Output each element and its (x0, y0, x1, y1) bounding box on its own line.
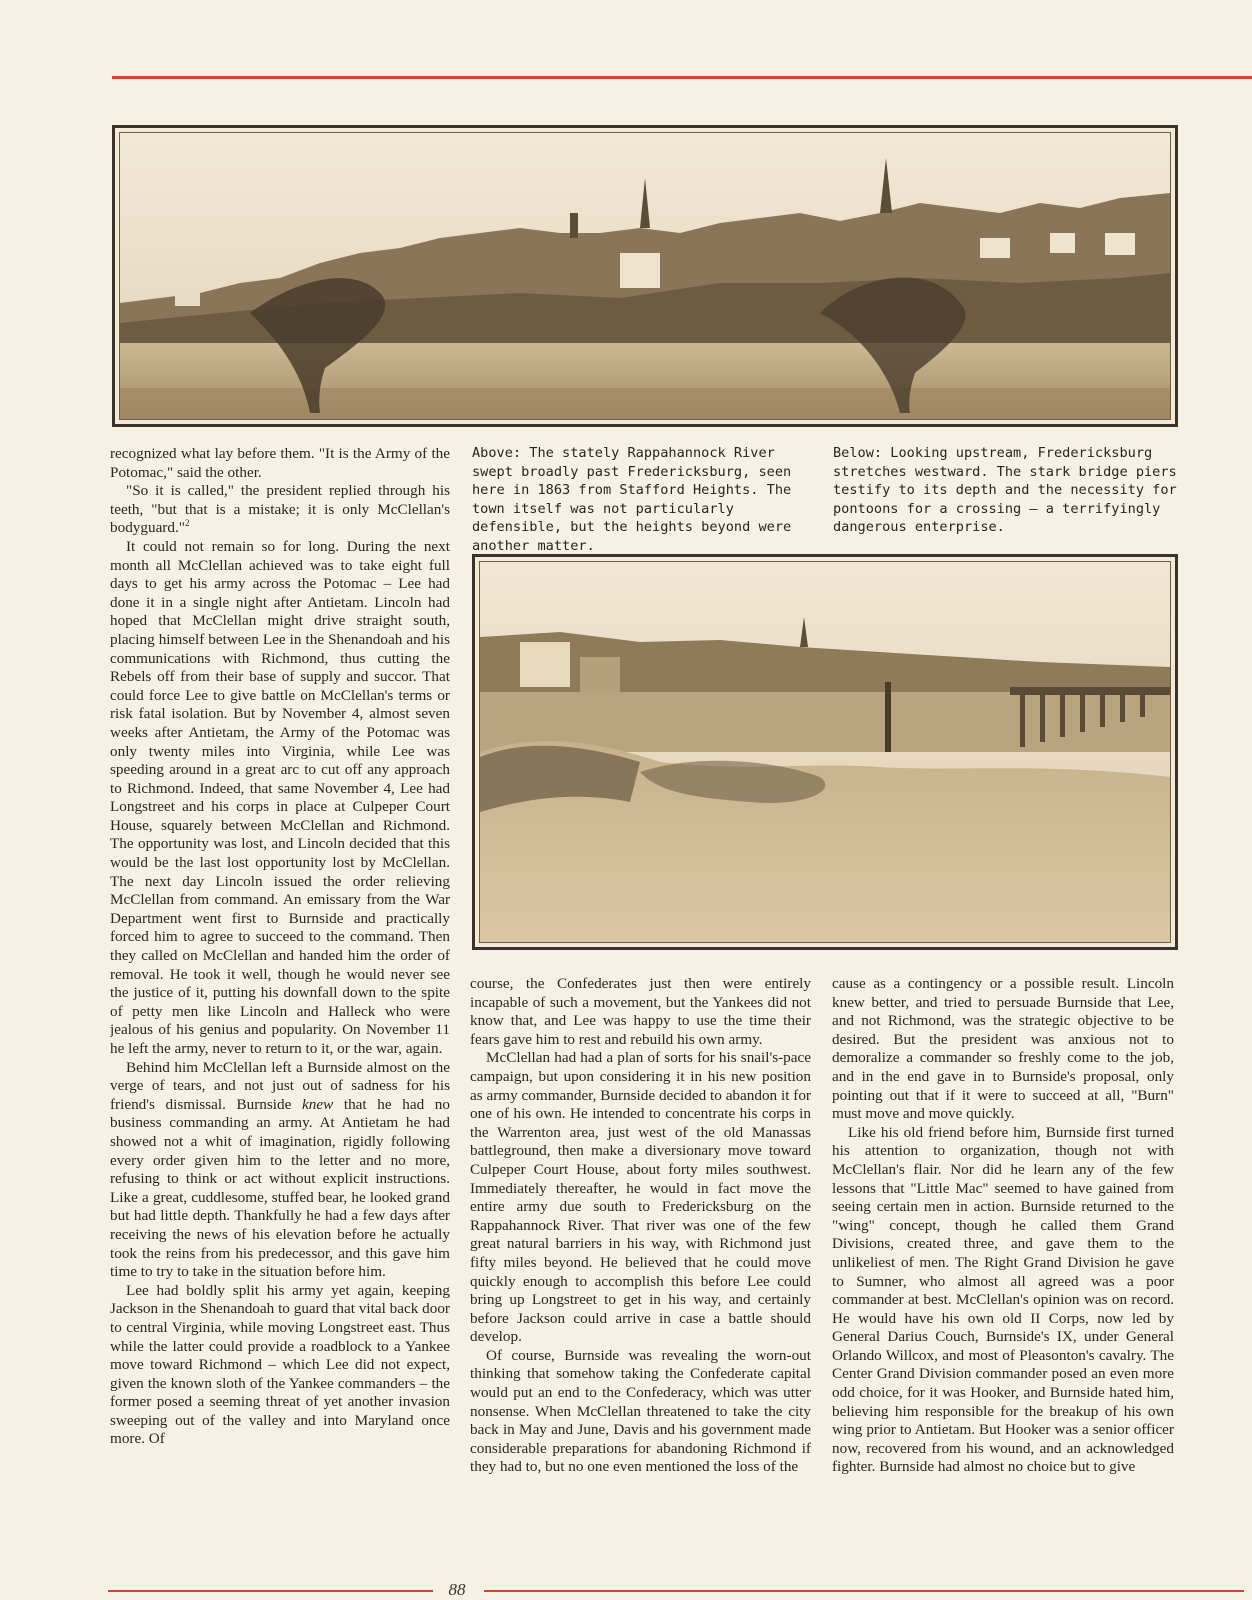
bottom-rule-right (484, 1590, 1244, 1592)
page-number: 88 (448, 1580, 466, 1599)
paragraph: McClellan had had a plan of sorts for his snail's-pace campaign, but upon considering it in his new position as army commander, Burnside decided to abandon it for one of his own. He intended to concentrate his corps in the Warrenton area, just west of the old Manassas battleground, then make a diversionary move toward Culpeper Court House, about forty miles southwest. Immediately thereafter, he would in fact move the entire army due south to Fredericksburg on the Rappahannock River. That river was one of the few great natural barriers in his way, with Richmond just fifty miles beyond. He believed that he could move quickly enough to accomplish this before Lee could bring up Longstreet to get in his way, and certainly before Jackson could arrive in case a battle should develop. (470, 1049, 811, 1346)
paragraph: cause as a contingency or a possible result. Lincoln knew better, and tried to persuade Burnside that Lee, and not Richmond, was the strategic objective to be desired. But the president was anxious not to demoralize a commander so freshly come to the job, and in the end gave in to Burnside's proposal, only pointing out that if it were to succeed at all, "Burn" must move and move quickly. (832, 975, 1174, 1123)
photo-fredericksburg-river (112, 125, 1178, 427)
paragraph: Of course, Burnside was revealing the worn-out thinking that somehow taking the Confederate capital would put an end to the Confederacy, which was utter nonsense. When McClellan threatened to take the city back in May and June, Davis and his government made considerable preparations for abandoning Richmond if they had to, but no one even mentioned the loss of the (470, 1346, 811, 1476)
paragraph: recognized what lay before them. "It is the Army of the Potomac," said the other. (110, 445, 450, 481)
middle-text-column (470, 975, 811, 1575)
river-town-photo (120, 133, 1170, 419)
right-text-column (832, 975, 1174, 1575)
emphasis-text: knew (302, 1095, 334, 1113)
paragraph-text: "So it is called," the president replied through his teeth, "but that is a mistake; it is only McClellan's bodyguard." (110, 482, 450, 537)
paragraph: It could not remain so for long. During the next month all McClellan achieved was to take eight full days to get his army across the Potomac – Lee had done it in a single night after Antietam. Lincoln had hoped that McClellan might drive straight south, placing himself between Lee in the Shenandoah and his communications with Richmond, thus cutting the Rebels off from their base of supply and succor. That could force Lee to give battle on McClellan's terms or risk fatal isolation. But by November 4, almost seven weeks after Antietam, the Army of the Potomac was only twenty miles into Virginia, while Lee was speeding around in a great arc to cut off any approach to Richmond. Indeed, that same November 4, Lee had Longstreet and his corps in place at Culpeper Court House, squarely between McClellan and Richmond. The opportunity was lost, and Lincoln decided that this would be the last lost opportunity lost by McClellan. The next day Lincoln issued the order relieving McClellan from command. An emissary from the War Department went first to Burnside and practically forced him to agree to succeed to the command. Then they called on McClellan and handed him the order of removal. He took it well, though he would never see the justice of it, putting his downfall down to the spite of petty men like Lincoln and Halleck who were jealous of his genius and popularity. On November 11 he left the army, never to return to it, or the war, again. (110, 537, 450, 1057)
footnote-ref: 2 (184, 518, 190, 529)
left-text-column (110, 445, 450, 1570)
paragraph-text: Behind him McClellan left a Burnside almost on the verge of tears, and not just out of sadness for his friend's dismissal. Burnside (110, 1058, 450, 1113)
paragraph (110, 482, 450, 538)
top-rule (112, 76, 1252, 79)
bridge-piers-photo (480, 562, 1170, 942)
paragraph (110, 1059, 450, 1282)
caption-below: Below: Looking upstream, Fredericksburg stretches westward. The stark bridge piers testify to its depth and the necessity for pontoons for a crossing – a terrifyingly dangerous enterprise. (833, 445, 1177, 536)
bottom-rule-left (108, 1590, 433, 1592)
photo-bridge-piers (472, 554, 1178, 950)
paragraph: course, the Confederates just then were entirely incapable of such a movement, but the Yankees did not know that, and Lee was happy to use the time their fears gave him to rest and rebuild his own army. (470, 975, 811, 1048)
paragraph: Like his old friend before him, Burnside first turned his attention to organization, though not with McClellan's flair. Nor did he learn any of the few lessons that "Little Mac" seemed to have gained from seeing certain men in action. Burnside returned to the "wing" concept, though he called them Grand Divisions, created three, and gave them to the unlikeliest of men. The Right Grand Division he gave to Sumner, who almost all agreed was a poor commander at best. McClellan's opinion was on record. He would have his own old II Corps, now led by General Darius Couch, Burnside's IX, under General Orlando Willcox, and most of Pleasonton's cavalry. The Center Grand Division commander posed an even more odd choice, for it was Hooker, and Burnside hated him, believing him responsible for the breakup of his own wing prior to Antietam. But Hooker was a senior officer now, recovered from his wound, and an acknowledged fighter. Burnside had almost no choice but to give (832, 1123, 1174, 1476)
paragraph: Lee had boldly split his army yet again, keeping Jackson in the Shenandoah to guard that vital back door to central Virginia, while moving Longstreet east. Thus while the latter could provide a roadblock to a Yankee move toward Richmond – which Lee did not expect, given the known sloth of the Yankee commanders – the former posed a seeming threat of yet another invasion sweeping out of the valley and into Maryland once more. Of (110, 1281, 450, 1448)
paragraph-text: that he had no business commanding an army. At Antietam he had showed not a whit of imagination, rigidly following every order given him to the letter and no more, refusing to think or act without explicit instructions. Like a great, cuddlesome, stuffed bear, he looked grand but had little depth. Thankfully he had a few days after receiving the news of his elevation before he actually took the reins from his predecessor, and this gave him time to try to take in the situation before him. (110, 1095, 450, 1281)
caption-above: Above: The stately Rappahannock River swept broadly past Fredericksburg, seen here in 1863 from Stafford Heights. The town itself was not particularly defensible, but the heights beyond were another matter. (472, 445, 792, 554)
